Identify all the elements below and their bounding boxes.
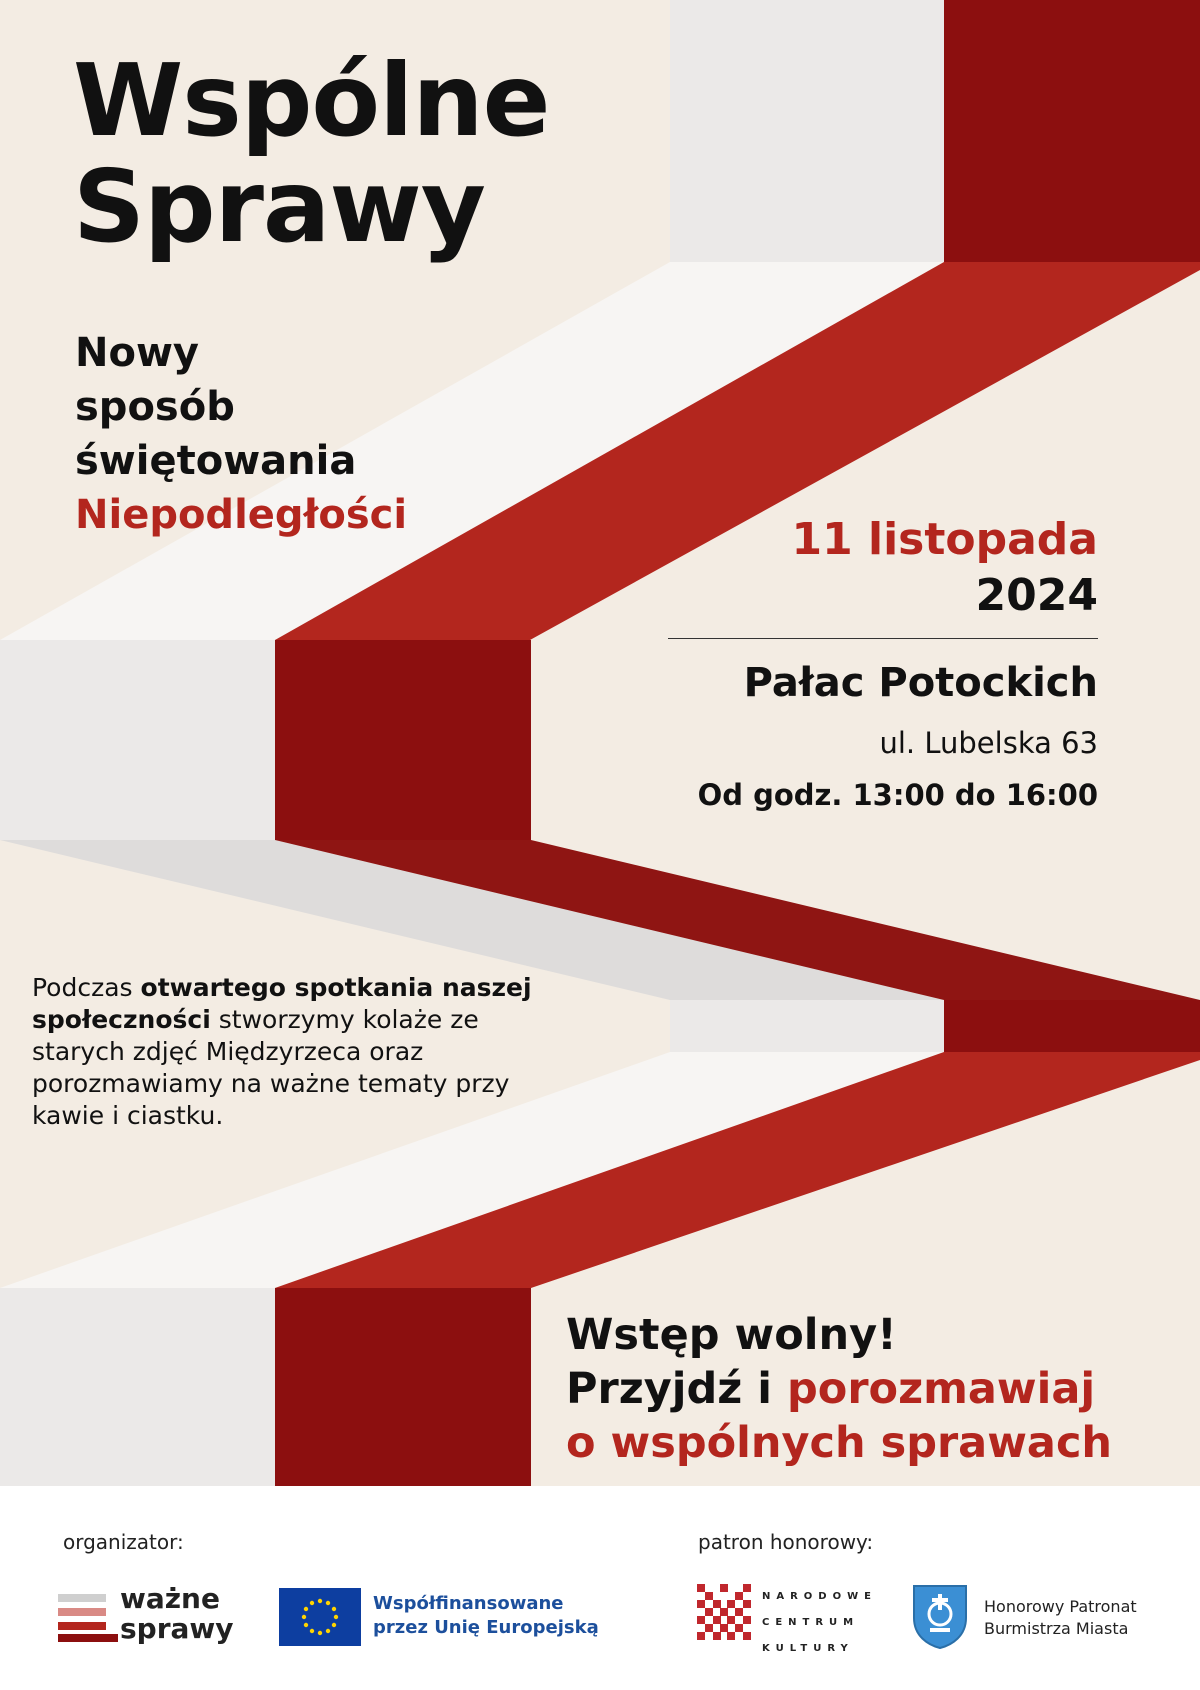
bg-block-mid-red [275, 640, 531, 840]
event-address: ul. Lubelska 63 [879, 726, 1098, 760]
description-part-2: stworzymy kolaże ze starych zdjęć Międzyrzeca oraz porozmawiamy na ważne tematy przy kawie i ciastku. [32, 1005, 510, 1130]
organizer-label: organizator: [63, 1530, 184, 1554]
subtitle-line-3: świętowania [75, 438, 357, 484]
title-line-2: Sprawy [73, 148, 485, 265]
bg-block-bottom-red [275, 1288, 531, 1486]
patron-text-line-1: Honorowy Patronat [984, 1597, 1137, 1616]
subtitle-line-1: Nowy [75, 330, 199, 376]
cta-line-2-a: Przyjdź i [566, 1364, 788, 1414]
nck-logo-icon [697, 1584, 751, 1644]
poster-subtitle [75, 326, 407, 542]
wazne-sprawy-logo [58, 1582, 238, 1645]
nck-logo-text [762, 1584, 877, 1662]
description-bold: otwartego spotkania naszej społeczności [32, 973, 532, 1034]
cta-line-3: o wspólnych sprawach [566, 1418, 1113, 1468]
description-part-1: Podczas [32, 973, 141, 1002]
nck-line-2: CENTRUM [762, 1617, 860, 1628]
eu-flag-icon [279, 1588, 361, 1646]
bg-block-bottom-light [0, 1288, 275, 1486]
call-to-action [566, 1308, 1112, 1470]
wazne-logo-text [120, 1584, 234, 1644]
bg-block-mid-light [0, 640, 275, 840]
poster-title [73, 42, 550, 265]
wazne-logo-line-2: sprawy [120, 1612, 234, 1645]
event-description [32, 972, 552, 1132]
event-venue: Pałac Potockich [743, 660, 1098, 706]
event-date-year: 2024 [975, 570, 1098, 621]
bg-block-low-red [944, 1000, 1200, 1052]
cta-line-1: Wstęp wolny! [566, 1310, 897, 1360]
patron-text [984, 1596, 1137, 1640]
cta-line-2-b: porozmawiaj [787, 1364, 1096, 1414]
event-hours: Od godz. 13:00 do 16:00 [697, 778, 1098, 812]
nck-line-3: KULTURY [762, 1643, 854, 1654]
nck-line-1: NARODOWE [762, 1591, 877, 1602]
subtitle-line-4: Niepodległości [75, 492, 408, 538]
event-date-day: 11 listopada [791, 514, 1098, 565]
title-line-1: Wspólne [73, 42, 550, 159]
wazne-logo-line-1: ważne [120, 1582, 220, 1615]
patron-text-line-2: Burmistrza Miasta [984, 1619, 1129, 1638]
bg-block-top-light [670, 0, 944, 262]
bg-block-low-light [670, 1000, 944, 1052]
divider [668, 638, 1098, 639]
cta-line-2 [566, 1362, 1112, 1416]
bg-block-top-red [944, 0, 1200, 262]
patron-label: patron honorowy: [698, 1530, 874, 1554]
subtitle-line-2: sposób [75, 384, 235, 430]
city-crest-icon [910, 1582, 970, 1654]
eu-cofinancing-text: Współfinansowane przez Unię Europejską [373, 1593, 599, 1638]
